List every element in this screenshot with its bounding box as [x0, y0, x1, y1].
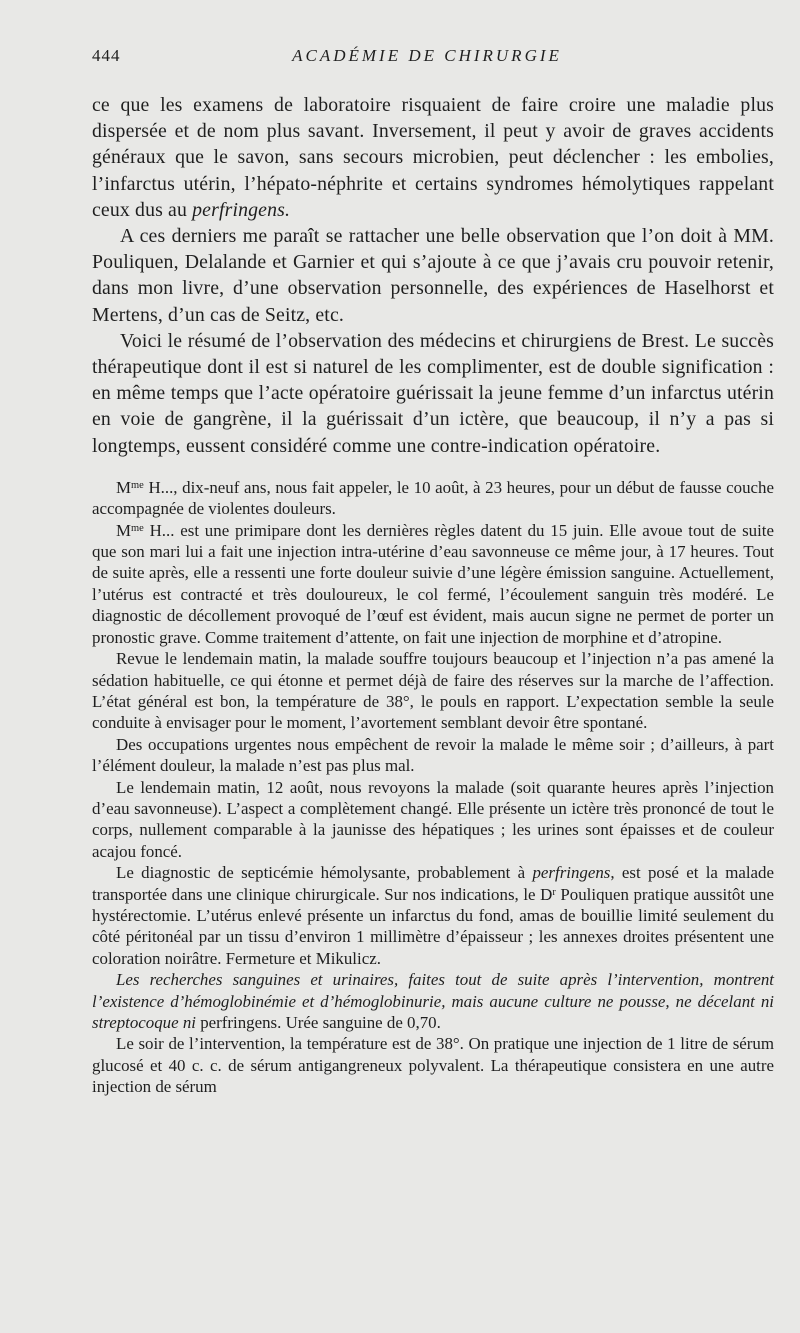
intro-section: [92, 92, 774, 459]
case-paragraph-text: H..., dix-neuf ans, nous fait appeler, le 10 août, à 23 heures, pour un début de fausse couche accompagnée de violentes douleurs.: [92, 477, 774, 519]
case-paragraph: Le soir de l’intervention, la température est de 38°. On pratique une injection de 1 litre de sérum glucosé et 40 c. c. de sérum antigangreneux polyvalent. La thérapeutique consistera en une autre injection de sérum: [92, 1034, 774, 1097]
intro-paragraph: [92, 92, 774, 223]
case-paragraph-text: Le diagnostic de septicémie hémolysante, probablement à: [116, 863, 533, 883]
title-sup: me: [131, 479, 144, 491]
case-paragraph: [92, 477, 774, 520]
title-abbr: M: [116, 477, 132, 497]
case-paragraph: Des occupations urgentes nous empêchent de revoir la malade le même soir ; d’ailleurs, à part l’élément douleur, la malade n’est pas plus mal.: [92, 734, 774, 776]
title-abbr: M: [116, 520, 132, 540]
italic-passage: Les recherches sanguines et urinaires, faites tout de suite après l’intervention, montrent l’existence d’hémoglobinémie et d’hémoglobinurie, mais aucune culture ne pousse, ne décelant ni streptocoque ni: [92, 970, 774, 1032]
case-paragraph: Revue le lendemain matin, la malade souffre toujours beaucoup et l’injection n’a pas amené la sédation habituelle, ce qui étonne et permet déjà de faire des réserves sur la marche de l’affection. L’état général est bon, la température de 38°, le pouls en rapport. L’expectation semble la seule conduite à envisager pour le moment, l’avortement semblant devoir être spontané.: [92, 649, 774, 733]
intro-paragraph: Voici le résumé de l’observation des médecins et chirurgiens de Brest. Le succès thérapeutique dont il est si naturel de les complimenter, est de double signification : en même temps que l’acte opératoire guérissait la jeune femme d’un infarctus utérin en voie de gangrène, il la guérissait d’un ictère, que beaucoup, il n’y a pas si longtemps, eussent considéré comme une contre-indication opératoire.: [92, 329, 774, 457]
intro-paragraph-text: ce que les examens de laboratoire risquaient de faire croire une maladie plus dispersée et de nom plus savant. Inversement, il peut y avoir de graves accidents généraux que le savon, sans secours microbien, peut déclencher : les embolies, l’infarctus utérin, l’hépato-néphrite et certains syndromes hémolytiques rappelant ceux dus au: [92, 94, 774, 221]
page-header: [92, 46, 722, 70]
case-paragraph: [92, 520, 774, 648]
case-paragraph-text: H... est une primipare dont les dernières règles datent du 15 juin. Elle avoue tout de suite que son mari lui a fait une injection intra-utérine d’eau savonneuse ce même jour, à 17 heures. Tout de suite après, elle a ressenti une forte douleur suivie d’une légère émission sanguine. Actuellement, l’utérus est contracté et très douloureux, le col fermé, l’écoulement sanguin très modéré. Le diagnostic de décollement provoqué de l’œuf est évident, mais aucun signe ne permet de porter un pronostic grave. Comme traitement d’attente, on fait une injection de morphine et d’atropine.: [92, 520, 774, 647]
page-number: 444: [92, 46, 121, 65]
case-paragraph-text: , est posé et la malade transportée dans une clinique chirurgicale. Sur nos indications, le D: [92, 863, 774, 904]
case-paragraph: [92, 862, 774, 969]
case-paragraph: [92, 969, 774, 1033]
running-title: ACADÉMIE DE CHIRURGIE: [292, 46, 562, 65]
case-paragraph: Le lendemain matin, 12 août, nous revoyons la malade (soit quarante heures après l’injection d’eau savonneuse). L’aspect a complètement changé. Elle présente un ictère très prononcé de tout le corps, nullement comparable à la jaunisse des hépatiques ; les urines sont épaisses et de couleur acajou foncé.: [92, 777, 774, 861]
title-sup: me: [131, 522, 144, 534]
case-report: [92, 477, 774, 1098]
intro-paragraph: A ces derniers me paraît se rattacher une belle observation que l’on doit à MM. Pouliquen, Delalande et Garnier et qui s’ajoute à ce que j’avais cru pouvoir retenir, dans mon livre, d’une observation personnelle, des expériences de Haselhorst et Mertens, d’un cas de Seitz, etc.: [92, 225, 774, 326]
case-paragraph-text: perfringens. Urée sanguine de 0,70.: [195, 1013, 441, 1032]
title-sup: r: [552, 886, 556, 898]
page-body: [92, 92, 774, 1098]
intro-italic-term: perfringens.: [192, 198, 291, 221]
italic-term: perfringens: [532, 863, 611, 883]
case-paragraph-text: Pouliquen pratique aussitôt une hystérectomie. L’utérus enlevé présente un infarctus du fond, amas de bouillie limité seulement du côté péritonéal par un tissu d’environ 1 millimètre d’épaisseur ; les annexes droites présentent une coloration noirâtre. Fermeture et Mikulicz.: [92, 884, 775, 968]
